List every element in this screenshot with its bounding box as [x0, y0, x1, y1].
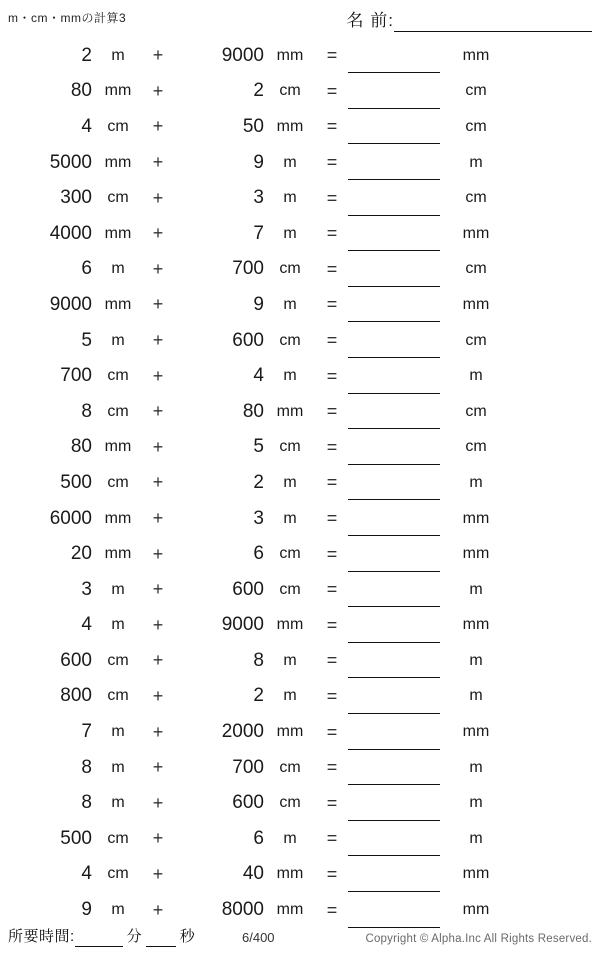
operand-a-value: 8	[81, 400, 92, 422]
plus-operator: +	[152, 828, 164, 849]
answer-unit: mm	[462, 224, 490, 242]
equals-sign: =	[326, 436, 338, 457]
seconds-unit-label: 秒	[179, 928, 195, 945]
operand-a-value: 9	[81, 899, 92, 921]
operand-a-unit: cm	[107, 865, 129, 883]
answer-input-blank[interactable]	[348, 829, 440, 856]
problem-row	[0, 679, 600, 715]
equals-sign: =	[326, 828, 338, 849]
answer-input-blank[interactable]	[348, 473, 440, 500]
operand-b-value: 40	[242, 863, 264, 885]
operand-a-value: 80	[70, 436, 92, 458]
problem-row	[0, 465, 600, 501]
operand-b-unit: cm	[279, 331, 301, 349]
operand-a-unit: mm	[104, 153, 132, 171]
operand-a-unit: m	[111, 260, 125, 278]
plus-operator: +	[152, 757, 164, 778]
answer-input-blank[interactable]	[348, 224, 440, 251]
plus-operator: +	[152, 579, 164, 600]
equals-sign: =	[326, 472, 338, 493]
answer-input-blank[interactable]	[348, 580, 440, 607]
problem-row	[0, 501, 600, 537]
operand-a-unit: m	[111, 46, 125, 64]
answer-input-blank[interactable]	[348, 616, 440, 643]
answer-input-blank[interactable]	[348, 367, 440, 394]
page-count: 6/400	[242, 930, 275, 945]
operand-a-unit: m	[111, 580, 125, 598]
plus-operator: +	[152, 792, 164, 813]
plus-operator: +	[152, 899, 164, 920]
operand-a-value: 4	[81, 863, 92, 885]
operand-a-unit: m	[111, 723, 125, 741]
plus-operator: +	[152, 152, 164, 173]
operand-b-unit: cm	[279, 82, 301, 100]
answer-input-blank[interactable]	[348, 687, 440, 714]
operand-a-value: 7	[81, 721, 92, 743]
answer-input-blank[interactable]	[348, 153, 440, 180]
answer-unit: mm	[462, 46, 490, 64]
plus-operator: +	[152, 650, 164, 671]
operand-a-unit: cm	[107, 189, 129, 207]
operand-b-unit: cm	[279, 260, 301, 278]
answer-input-blank[interactable]	[348, 117, 440, 144]
answer-input-blank[interactable]	[348, 509, 440, 536]
operand-a-value: 6000	[49, 507, 92, 529]
time-taken-label: 所要時間:	[8, 928, 75, 945]
operand-b-unit: m	[283, 473, 297, 491]
answer-input-blank[interactable]	[348, 865, 440, 892]
answer-unit: m	[469, 794, 483, 812]
name-field-area	[347, 6, 592, 32]
answer-unit: cm	[465, 331, 487, 349]
equals-sign: =	[326, 294, 338, 315]
operand-a-value: 700	[60, 365, 92, 387]
equals-sign: =	[326, 45, 338, 66]
operand-a-unit: cm	[107, 473, 129, 491]
operand-b-unit: cm	[279, 580, 301, 598]
problem-row	[0, 216, 600, 252]
operand-b-value: 600	[232, 792, 264, 814]
operand-a-value: 800	[60, 685, 92, 707]
answer-unit: m	[469, 829, 483, 847]
operand-b-unit: m	[283, 367, 297, 385]
answer-input-blank[interactable]	[348, 438, 440, 465]
answer-input-blank[interactable]	[348, 723, 440, 750]
operand-b-unit: cm	[279, 758, 301, 776]
operand-a-value: 80	[70, 80, 92, 102]
operand-b-unit: m	[283, 295, 297, 313]
plus-operator: +	[152, 330, 164, 351]
operand-b-value: 9	[253, 293, 264, 315]
operand-b-value: 9000	[221, 44, 264, 66]
operand-a-value: 5	[81, 329, 92, 351]
operand-a-unit: m	[111, 758, 125, 776]
operand-a-unit: m	[111, 901, 125, 919]
operand-a-value: 9000	[49, 293, 92, 315]
operand-b-unit: m	[283, 224, 297, 242]
answer-unit: m	[469, 367, 483, 385]
operand-a-value: 8	[81, 792, 92, 814]
answer-unit: m	[469, 651, 483, 669]
problem-row	[0, 572, 600, 608]
operand-b-unit: m	[283, 189, 297, 207]
problem-row	[0, 109, 600, 145]
minutes-unit-label: 分	[126, 928, 142, 945]
equals-sign: =	[326, 614, 338, 635]
operand-a-unit: mm	[104, 438, 132, 456]
operand-a-unit: cm	[107, 117, 129, 135]
plus-operator: +	[152, 187, 164, 208]
operand-a-value: 500	[60, 471, 92, 493]
answer-unit: mm	[462, 865, 490, 883]
answer-unit: cm	[465, 438, 487, 456]
operand-b-value: 600	[232, 329, 264, 351]
answer-unit: cm	[465, 189, 487, 207]
plus-operator: +	[152, 472, 164, 493]
equals-sign: =	[326, 401, 338, 422]
operand-a-value: 4000	[49, 222, 92, 244]
operand-b-unit: mm	[276, 117, 304, 135]
copyright-notice: Copyright © Alpha.Inc All Rights Reserved.	[365, 933, 592, 945]
problem-row	[0, 643, 600, 679]
operand-a-value: 20	[70, 543, 92, 565]
equals-sign: =	[326, 543, 338, 564]
problem-row	[0, 74, 600, 110]
answer-input-blank[interactable]	[348, 331, 440, 358]
operand-a-unit: m	[111, 331, 125, 349]
equals-sign: =	[326, 80, 338, 101]
operand-a-value: 600	[60, 649, 92, 671]
problem-row	[0, 145, 600, 181]
operand-a-unit: m	[111, 794, 125, 812]
operand-a-value: 500	[60, 827, 92, 849]
answer-unit: m	[469, 153, 483, 171]
operand-b-value: 3	[253, 507, 264, 529]
answer-input-blank[interactable]	[348, 651, 440, 678]
operand-b-value: 9000	[221, 614, 264, 636]
answer-unit: m	[469, 758, 483, 776]
plus-operator: +	[152, 685, 164, 706]
operand-a-value: 6	[81, 258, 92, 280]
operand-b-value: 8000	[221, 899, 264, 921]
operand-a-unit: m	[111, 616, 125, 634]
worksheet-footer	[0, 919, 600, 949]
minutes-input-blank[interactable]	[75, 927, 123, 947]
equals-sign: =	[326, 650, 338, 671]
operand-a-unit: cm	[107, 687, 129, 705]
equals-sign: =	[326, 116, 338, 137]
worksheet-header	[0, 0, 600, 36]
plus-operator: +	[152, 45, 164, 66]
problem-row	[0, 608, 600, 644]
equals-sign: =	[326, 330, 338, 351]
plus-operator: +	[152, 258, 164, 279]
operand-a-value: 300	[60, 187, 92, 209]
equals-sign: =	[326, 579, 338, 600]
problem-row	[0, 358, 600, 394]
plus-operator: +	[152, 863, 164, 884]
operand-b-unit: m	[283, 687, 297, 705]
operand-b-value: 50	[242, 115, 264, 137]
operand-b-unit: mm	[276, 46, 304, 64]
problem-row	[0, 821, 600, 857]
plus-operator: +	[152, 508, 164, 529]
plus-operator: +	[152, 294, 164, 315]
problem-list	[0, 38, 600, 928]
operand-a-unit: cm	[107, 651, 129, 669]
answer-unit: m	[469, 687, 483, 705]
answer-input-blank[interactable]	[348, 46, 440, 73]
plus-operator: +	[152, 721, 164, 742]
operand-a-unit: mm	[104, 295, 132, 313]
operand-a-unit: cm	[107, 367, 129, 385]
operand-a-unit: mm	[104, 82, 132, 100]
equals-sign: =	[326, 365, 338, 386]
equals-sign: =	[326, 899, 338, 920]
operand-b-value: 700	[232, 756, 264, 778]
operand-b-value: 700	[232, 258, 264, 280]
operand-b-value: 9	[253, 151, 264, 173]
answer-input-blank[interactable]	[348, 260, 440, 287]
operand-b-value: 7	[253, 222, 264, 244]
plus-operator: +	[152, 80, 164, 101]
answer-input-blank[interactable]	[348, 758, 440, 785]
operand-b-value: 6	[253, 827, 264, 849]
name-input-blank[interactable]	[394, 11, 592, 32]
time-taken-area	[8, 925, 195, 947]
operand-a-value: 5000	[49, 151, 92, 173]
answer-unit: mm	[462, 545, 490, 563]
problem-row	[0, 430, 600, 466]
answer-input-blank[interactable]	[348, 82, 440, 109]
operand-b-value: 80	[242, 400, 264, 422]
answer-input-blank[interactable]	[348, 189, 440, 216]
answer-unit: cm	[465, 260, 487, 278]
operand-b-unit: cm	[279, 794, 301, 812]
plus-operator: +	[152, 401, 164, 422]
equals-sign: =	[326, 863, 338, 884]
answer-input-blank[interactable]	[348, 545, 440, 572]
seconds-input-blank[interactable]	[146, 927, 176, 947]
answer-unit: mm	[462, 616, 490, 634]
answer-unit: m	[469, 580, 483, 598]
plus-operator: +	[152, 223, 164, 244]
operand-b-unit: m	[283, 153, 297, 171]
equals-sign: =	[326, 508, 338, 529]
operand-b-value: 4	[253, 365, 264, 387]
operand-a-unit: mm	[104, 224, 132, 242]
page-title: m・cm・mmの計算3	[8, 11, 127, 25]
operand-a-unit: mm	[104, 509, 132, 527]
operand-b-value: 5	[253, 436, 264, 458]
answer-unit: cm	[465, 402, 487, 420]
equals-sign: =	[326, 685, 338, 706]
equals-sign: =	[326, 258, 338, 279]
operand-b-unit: mm	[276, 901, 304, 919]
operand-b-value: 8	[253, 649, 264, 671]
operand-a-unit: cm	[107, 402, 129, 420]
operand-a-unit: cm	[107, 829, 129, 847]
operand-b-value: 2	[253, 685, 264, 707]
operand-a-value: 4	[81, 614, 92, 636]
problem-row	[0, 750, 600, 786]
operand-b-unit: mm	[276, 723, 304, 741]
answer-input-blank[interactable]	[348, 295, 440, 322]
problem-row	[0, 252, 600, 288]
equals-sign: =	[326, 792, 338, 813]
operand-a-value: 3	[81, 578, 92, 600]
name-label: 名 前:	[346, 11, 394, 30]
operand-a-value: 2	[81, 44, 92, 66]
operand-b-unit: cm	[279, 438, 301, 456]
operand-b-value: 2	[253, 80, 264, 102]
plus-operator: +	[152, 436, 164, 457]
operand-a-unit: mm	[104, 545, 132, 563]
operand-b-unit: cm	[279, 545, 301, 563]
operand-b-value: 2	[253, 471, 264, 493]
problem-row	[0, 536, 600, 572]
operand-a-value: 8	[81, 756, 92, 778]
problem-row	[0, 394, 600, 430]
plus-operator: +	[152, 365, 164, 386]
operand-b-unit: m	[283, 651, 297, 669]
operand-b-unit: m	[283, 829, 297, 847]
answer-unit: m	[469, 473, 483, 491]
operand-b-value: 600	[232, 578, 264, 600]
problem-row	[0, 38, 600, 74]
answer-unit: mm	[462, 295, 490, 313]
equals-sign: =	[326, 187, 338, 208]
plus-operator: +	[152, 543, 164, 564]
operand-b-unit: mm	[276, 402, 304, 420]
operand-b-unit: mm	[276, 865, 304, 883]
operand-a-value: 4	[81, 115, 92, 137]
problem-row	[0, 323, 600, 359]
answer-input-blank[interactable]	[348, 794, 440, 821]
answer-unit: cm	[465, 82, 487, 100]
answer-input-blank[interactable]	[348, 402, 440, 429]
answer-unit: mm	[462, 901, 490, 919]
operand-b-unit: mm	[276, 616, 304, 634]
plus-operator: +	[152, 116, 164, 137]
operand-b-unit: m	[283, 509, 297, 527]
answer-unit: mm	[462, 723, 490, 741]
problem-row	[0, 180, 600, 216]
equals-sign: =	[326, 152, 338, 173]
plus-operator: +	[152, 614, 164, 635]
equals-sign: =	[326, 721, 338, 742]
problem-row	[0, 287, 600, 323]
equals-sign: =	[326, 223, 338, 244]
operand-b-value: 3	[253, 187, 264, 209]
equals-sign: =	[326, 757, 338, 778]
problem-row	[0, 857, 600, 893]
answer-unit: mm	[462, 509, 490, 527]
operand-b-value: 6	[253, 543, 264, 565]
operand-b-value: 2000	[221, 721, 264, 743]
answer-unit: cm	[465, 117, 487, 135]
problem-row	[0, 785, 600, 821]
problem-row	[0, 714, 600, 750]
